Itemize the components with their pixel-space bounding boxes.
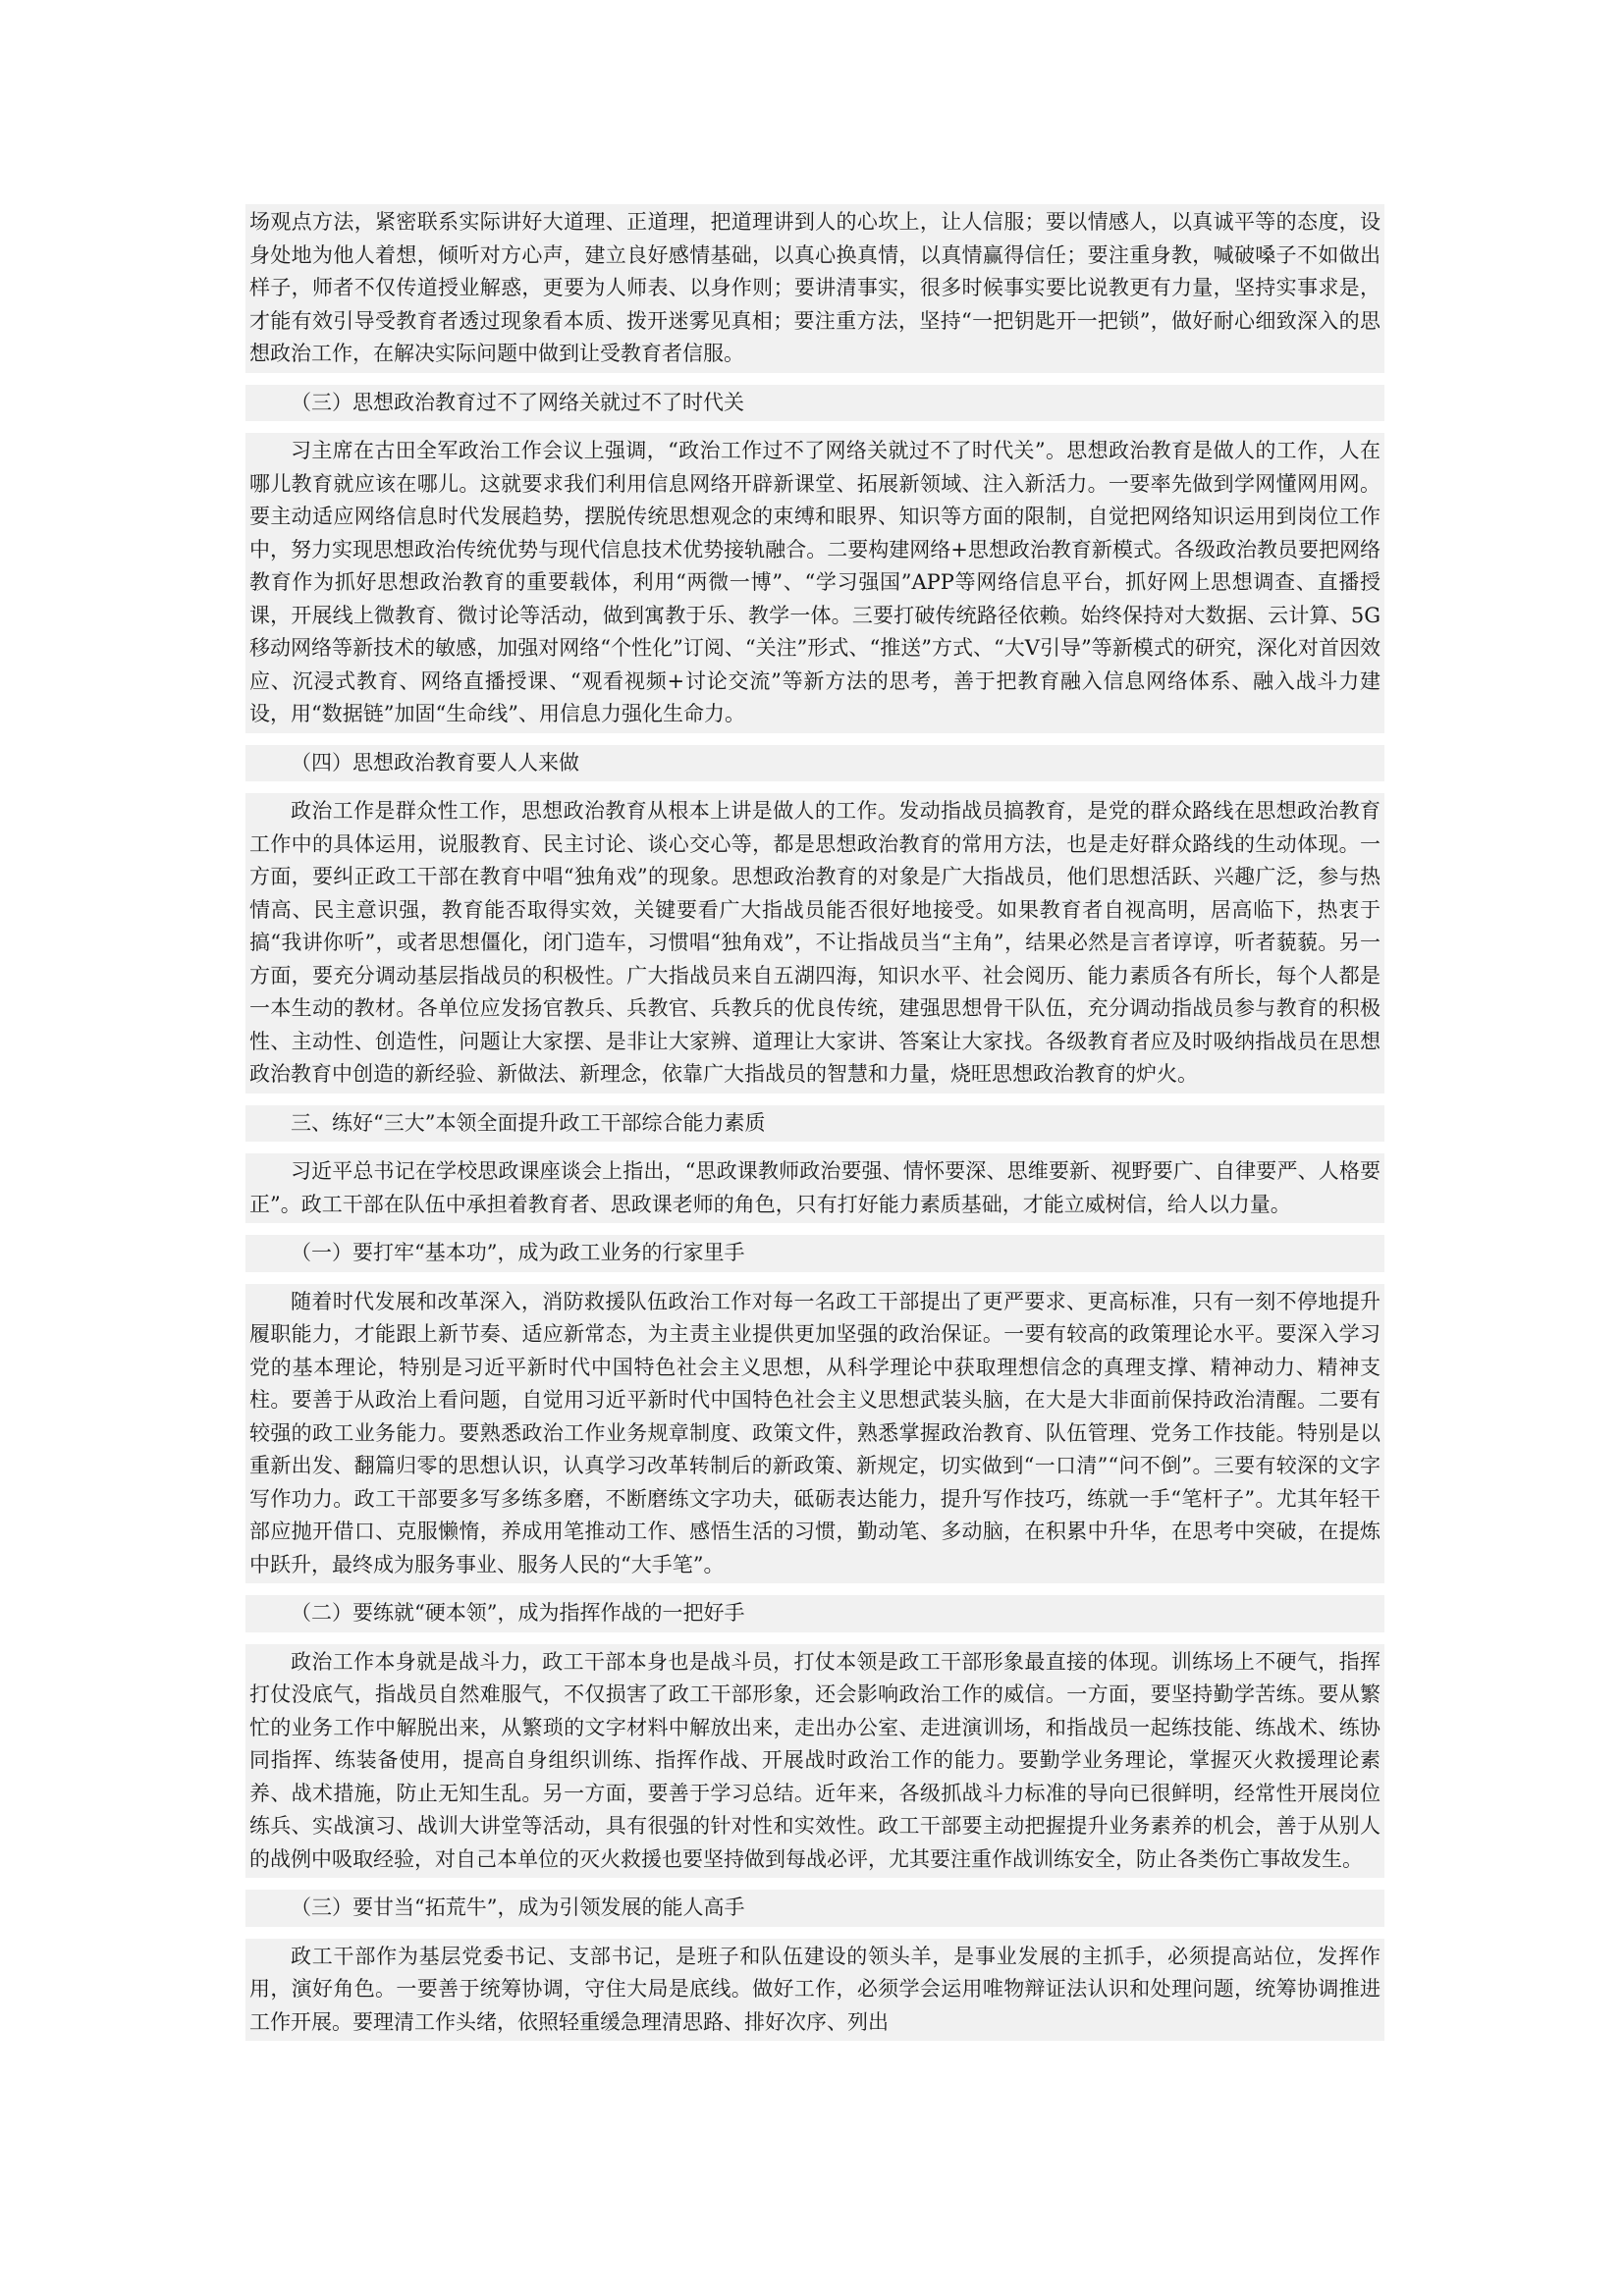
paragraph: 政治工作是群众性工作，思想政治教育从根本上讲是做人的工作。发动指战员搞教育，是党的群众路线在思想政治教育工作中的具体运用，说服教育、民主讨论、谈心交心等，都是思想政治教育的常用方法，也是走好群众路线的生动体现。一方面，要纠正政工干部在教育中唱“独角戏”的现象。思想政治教育的对象是广大指战员，他们思想活跃、兴趣广泛，参与热情高、民主意识强，教育能否取得实效，关键要看广大指战员能否很好地接受。如果教育者自视高明，居高临下，热衷于搞“我讲你听”，或者思想僵化，闭门造车，习惯唱“独角戏”，不让指战员当“主角”，结果必然是言者谆谆，听者藐藐。另一方面，要充分调动基层指战员的积极性。广大指战员来自五湖四海，知识水平、社会阅历、能力素质各有所长，每个人都是一本生动的教材。各单位应发扬官教兵、兵教官、兵教兵的优良传统，建强思想骨干队伍，充分调动指战员参与教育的积极性、主动性、创造性，问题让大家摆、是非让大家辨、道理让大家讲、答案让大家找。各级教育者应及时吸纳指战员在思想政治教育中创造的新经验、新做法、新理念，依靠广大指战员的智慧和力量，烧旺思想政治教育的炉火。 [245, 793, 1384, 1094]
section-heading: （四）思想政治教育要人人来做 [245, 745, 1384, 782]
paragraph: 习主席在古田全军政治工作会议上强调，“政治工作过不了网络关就过不了时代关”。思想政治教育是做人的工作，人在哪儿教育就应该在哪儿。这就要求我们利用信息网络开辟新课堂、拓展新领域、注入新活力。一要率先做到学网懂网用网。要主动适应网络信息时代发展趋势，摆脱传统思想观念的束缚和眼界、知识等方面的限制，自觉把网络知识运用到岗位工作中，努力实现思想政治传统优势与现代信息技术优势接轨融合。二要构建网络+思想政治教育新模式。各级政治教员要把网络教育作为抓好思想政治教育的重要载体，利用“两微一博”、“学习强国”APP等网络信息平台，抓好网上思想调查、直播授课，开展线上微教育、微讨论等活动，做到寓教于乐、教学一体。三要打破传统路径依赖。始终保持对大数据、云计算、5G移动网络等新技术的敏感，加强对网络“个性化”订阅、“关注”形式、“推送”方式、“大V引导”等新模式的研究，深化对首因效应、沉浸式教育、网络直播授课、“观看视频+讨论交流”等新方法的思考，善于把教育融入信息网络体系、融入战斗力建设，用“数据链”加固“生命线”、用信息力强化生命力。 [245, 433, 1384, 733]
chapter-heading: 三、练好“三大”本领全面提升政工干部综合能力素质 [245, 1105, 1384, 1143]
section-heading: （三）要甘当“拓荒牛”，成为引领发展的能人高手 [245, 1890, 1384, 1927]
paragraph-truncated: 政工干部作为基层党委书记、支部书记，是班子和队伍建设的领头羊，是事业发展的主抓手，必须提高站位，发挥作用，演好角色。一要善于统筹协调，守住大局是底线。做好工作，必须学会运用唯物辩证法认识和处理问题，统筹协调推进工作开展。要理清工作头绪，依照轻重缓急理清思路、排好次序、列出 [245, 1939, 1384, 2042]
paragraph-continued: 场观点方法，紧密联系实际讲好大道理、正道理，把道理讲到人的心坎上，让人信服；要以情感人，以真诚平等的态度，设身处地为他人着想，倾听对方心声，建立良好感情基础，以真心换真情，以真情赢得信任；要注重身教，喊破嗓子不如做出样子，师者不仅传道授业解惑，更要为人师表、以身作则；要讲清事实，很多时候事实要比说教更有力量，坚持实事求是，才能有效引导受教育者透过现象看本质、拨开迷雾见真相；要注重方法，坚持“一把钥匙开一把锁”，做好耐心细致深入的思想政治工作，在解决实际问题中做到让受教育者信服。 [245, 204, 1384, 373]
document-body [245, 204, 1384, 2053]
paragraph: 习近平总书记在学校思政课座谈会上指出，“思政课教师政治要强、情怀要深、思维要新、视野要广、自律要严、人格要正”。政工干部在队伍中承担着教育者、思政课老师的角色，只有打好能力素质基础，才能立威树信，给人以力量。 [245, 1153, 1384, 1223]
section-heading: （二）要练就“硬本领”，成为指挥作战的一把好手 [245, 1595, 1384, 1632]
section-heading: （三）思想政治教育过不了网络关就过不了时代关 [245, 385, 1384, 422]
section-heading: （一）要打牢“基本功”，成为政工业务的行家里手 [245, 1235, 1384, 1272]
paragraph: 政治工作本身就是战斗力，政工干部本身也是战斗员，打仗本领是政工干部形象最直接的体现。训练场上不硬气，指挥打仗没底气，指战员自然难服气，不仅损害了政工干部形象，还会影响政治工作的威信。一方面，要坚持勤学苦练。要从繁忙的业务工作中解脱出来，从繁琐的文字材料中解放出来，走出办公室、走进演训场，和指战员一起练技能、练战术、练协同指挥、练装备使用，提高自身组织训练、指挥作战、开展战时政治工作的能力。要勤学业务理论，掌握灭火救援理论素养、战术措施，防止无知生乱。另一方面，要善于学习总结。近年来，各级抓战斗力标准的导向已很鲜明，经常性开展岗位练兵、实战演习、战训大讲堂等活动，具有很强的针对性和实效性。政工干部要主动把握提升业务素养的机会，善于从别人的战例中吸取经验，对自己本单位的灭火救援也要坚持做到每战必评，尤其要注重作战训练安全，防止各类伤亡事故发生。 [245, 1644, 1384, 1879]
paragraph: 随着时代发展和改革深入，消防救援队伍政治工作对每一名政工干部提出了更严要求、更高标准，只有一刻不停地提升履职能力，才能跟上新节奏、适应新常态，为主责主业提供更加坚强的政治保证。一要有较高的政策理论水平。要深入学习党的基本理论，特别是习近平新时代中国特色社会主义思想，从科学理论中获取理想信念的真理支撑、精神动力、精神支柱。要善于从政治上看问题，自觉用习近平新时代中国特色社会主义思想武装头脑，在大是大非面前保持政治清醒。二要有较强的政工业务能力。要熟悉政治工作业务规章制度、政策文件，熟悉掌握政治教育、队伍管理、党务工作技能。特别是以重新出发、翻篇归零的思想认识，认真学习改革转制后的新政策、新规定，切实做到“一口清”“问不倒”。三要有较深的文字写作功力。政工干部要多写多练多磨，不断磨练文字功夫，砥砺表达能力，提升写作技巧，练就一手“笔杆子”。尤其年轻干部应抛开借口、克服懒惰，养成用笔推动工作、感悟生活的习惯，勤动笔、多动脑，在积累中升华，在思考中突破，在提炼中跃升，最终成为服务事业、服务人民的“大手笔”。 [245, 1284, 1384, 1584]
